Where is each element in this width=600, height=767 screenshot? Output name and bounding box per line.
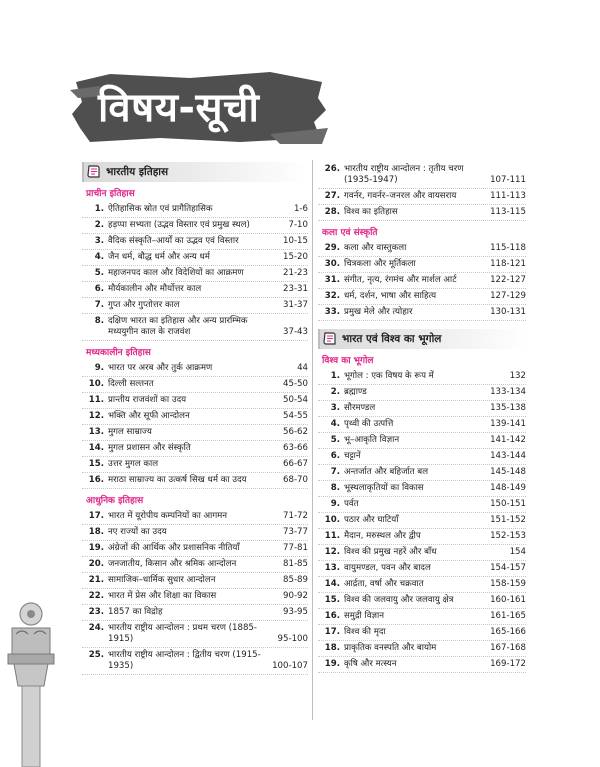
toc-entry[interactable] — [82, 573, 308, 589]
chapter-number: 18. — [324, 643, 340, 653]
chapter-number: 7. — [330, 467, 340, 477]
chapter-number: 10. — [88, 379, 104, 389]
page-range: 90-92 — [283, 591, 308, 601]
toc-entry[interactable] — [318, 369, 526, 385]
page-range: 139-141 — [490, 419, 526, 429]
chapter-title: गवर्नर, गवर्नर–जनरल और वायसराय — [344, 191, 457, 201]
page-range: 23-31 — [283, 284, 308, 294]
chapter-title: मैदान, मरुस्थल और द्वीप — [344, 531, 421, 541]
chapter-number: 19. — [324, 659, 340, 669]
toc-entry[interactable] — [82, 525, 308, 541]
chapter-title: सौरमण्डल — [344, 403, 376, 413]
chapter-title: संगीत, नृत्य, रंगमंच और मार्शल आर्ट — [344, 275, 457, 285]
chapter-title: भूगोल : एक विषय के रूप में — [344, 371, 434, 381]
page-range: 160-161 — [490, 595, 526, 605]
toc-entry[interactable] — [82, 605, 308, 621]
chapter-title: जनजातीय, किसान और श्रमिक आन्दोलन — [108, 559, 237, 569]
chapter-number: 17. — [324, 627, 340, 637]
toc-entry[interactable] — [82, 557, 308, 573]
chapter-number: 4. — [330, 419, 340, 429]
chapter-title: पठार और घाटियाँ — [344, 515, 399, 525]
chapter-number: 13. — [88, 427, 104, 437]
page-range: 118-121 — [490, 259, 526, 269]
chapter-title: ब्रह्माण्ड — [344, 387, 367, 397]
toc-entry[interactable] — [318, 513, 526, 529]
toc-entry[interactable] — [82, 361, 308, 377]
toc-entry[interactable] — [318, 529, 526, 545]
toc-entry[interactable] — [82, 298, 308, 314]
chapter-title: विश्व की मृदा — [344, 627, 386, 637]
chapter-number: 2. — [94, 220, 104, 230]
toc-entry[interactable] — [82, 509, 308, 525]
page-range: 161-165 — [490, 611, 526, 621]
page-range: 56-62 — [283, 427, 308, 437]
chapter-number: 29. — [324, 243, 340, 253]
chapter-number: 7. — [94, 300, 104, 310]
chapter-number: 32. — [324, 291, 340, 301]
page-range: 130-131 — [490, 307, 526, 317]
toc-entry[interactable] — [82, 648, 308, 675]
page-range: 73-77 — [283, 527, 308, 537]
chapter-number: 4. — [94, 252, 104, 262]
section-header-history — [82, 162, 308, 182]
chapter-title: ऐतिहासिक स्रोत एवं प्रागैतिहासिक — [108, 204, 213, 214]
chapter-number: 14. — [88, 443, 104, 453]
chapter-title: मौर्यकालीन और मौर्योत्तर काल — [108, 284, 202, 294]
page-range: 145-148 — [490, 467, 526, 477]
chapter-title: प्रान्तीय राजवंशों का उदय — [108, 395, 187, 405]
toc-entry[interactable] — [82, 393, 308, 409]
chapter-title: भारत पर अरब और तुर्क आक्रमण — [108, 363, 213, 373]
page-range: 111-113 — [490, 191, 526, 201]
chapter-number: 28. — [324, 207, 340, 217]
toc-entry[interactable] — [318, 497, 526, 513]
chapter-number: 1. — [330, 371, 340, 381]
chapter-number: 8. — [94, 316, 104, 326]
chapter-number: 5. — [94, 268, 104, 278]
subsection-heading: प्राचीन इतिहास — [86, 189, 135, 199]
page-range: 71-72 — [283, 511, 308, 521]
column-divider — [312, 160, 313, 720]
page-range: 154 — [509, 547, 526, 557]
page-range: 54-55 — [283, 411, 308, 421]
page-range: 165-166 — [490, 627, 526, 637]
chapter-title: भारत में यूरोपीय कम्पनियों का आगमन — [108, 511, 228, 521]
chapter-title: धर्म, दर्शन, भाषा और साहित्य — [344, 291, 437, 301]
chapter-title: सामाजिक–धार्मिक सुधार आन्दोलन — [108, 575, 216, 585]
toc-entry[interactable] — [82, 377, 308, 393]
scroll-book-icon — [86, 164, 102, 180]
title-banner — [70, 68, 330, 146]
page-range: 143-144 — [490, 451, 526, 461]
chapter-number: 33. — [324, 307, 340, 317]
chapter-title: भारतीय राष्ट्रीय आन्दोलन : तृतीय चरण (1935-1947) — [344, 164, 464, 185]
chapter-number: 6. — [94, 284, 104, 294]
page-range: 122-127 — [490, 275, 526, 285]
page-range: 150-151 — [490, 499, 526, 509]
page-range: 107-111 — [490, 175, 526, 185]
toc-entry[interactable] — [318, 257, 526, 273]
page-range: 100-107 — [272, 661, 308, 671]
chapter-title: हड़प्पा सभ्यता (उद्भव विस्तार एवं प्रमुख स्थल) — [108, 220, 250, 230]
chapter-title: प्राकृतिक वनस्पति और बायोम — [344, 643, 437, 653]
page-title: विषय-सूची — [98, 85, 260, 131]
chapter-title: भू–आकृति विज्ञान — [344, 435, 400, 445]
chapter-title: प्रमुख मेले और त्योहार — [344, 307, 413, 317]
toc-entry[interactable] — [82, 473, 308, 489]
chapter-title: मराठा साम्राज्य का उत्कर्ष सिख धर्म का उदय — [108, 475, 247, 485]
chapter-number: 9. — [94, 363, 104, 373]
chapter-number: 15. — [88, 459, 104, 469]
toc-entry[interactable] — [318, 305, 526, 321]
chapter-number: 21. — [88, 575, 104, 585]
chapter-number: 1. — [94, 204, 104, 214]
page-range: 66-67 — [283, 459, 308, 469]
chapter-title: मुगल प्रशासन और संस्कृति — [108, 443, 191, 453]
chapter-title: आर्द्रता, वर्षा और चक्रवात — [344, 579, 424, 589]
toc-entry[interactable] — [318, 577, 526, 593]
page-range: 45-50 — [283, 379, 308, 389]
chapter-number: 2. — [330, 387, 340, 397]
toc-entry[interactable] — [82, 250, 308, 266]
chapter-number: 18. — [88, 527, 104, 537]
page-range: 81-85 — [283, 559, 308, 569]
page-range: 132 — [509, 371, 526, 381]
toc-entry[interactable] — [82, 314, 308, 341]
chapter-number: 24. — [88, 623, 104, 633]
chapter-number: 13. — [324, 563, 340, 573]
chapter-title: विश्व का इतिहास — [344, 207, 398, 217]
toc-entry[interactable] — [82, 589, 308, 605]
page-range: 154-157 — [490, 563, 526, 573]
toc-entry[interactable] — [318, 561, 526, 577]
toc-entry[interactable] — [318, 385, 526, 401]
chapter-number: 12. — [324, 547, 340, 557]
section-header-geography — [318, 329, 526, 349]
chapter-title: कृषि और मत्स्यन — [344, 659, 397, 669]
chapter-title: पृथ्वी की उत्पत्ति — [344, 419, 394, 429]
toc-entry[interactable] — [318, 241, 526, 257]
section-title: भारत एवं विश्व का भूगोल — [342, 333, 442, 345]
page-range: 141-142 — [490, 435, 526, 445]
ashoka-pillar-icon — [0, 600, 62, 767]
chapter-title: भक्ति और सूफी आन्दोलन — [108, 411, 190, 421]
toc-entry[interactable] — [82, 441, 308, 457]
subsection-heading: मध्यकालीन इतिहास — [86, 348, 151, 358]
chapter-title: समुद्री विज्ञान — [344, 611, 384, 621]
chapter-title: मुगल साम्राज्य — [108, 427, 152, 437]
toc-entry[interactable] — [318, 481, 526, 497]
chapter-title: वैदिक संस्कृति–आर्यों का उद्भव एवं विस्तार — [108, 236, 239, 246]
chapter-title: भूस्थलाकृतियों का विकास — [344, 483, 424, 493]
chapter-title: चित्रकला और मूर्तिकला — [344, 259, 416, 269]
chapter-title: भारतीय राष्ट्रीय आन्दोलन : प्रथम चरण (1885-1915) — [108, 623, 257, 644]
toc-entry[interactable] — [318, 189, 526, 205]
chapter-title: विश्व की जलवायु और जलवायु क्षेत्र — [344, 595, 454, 605]
toc-entry[interactable] — [318, 401, 526, 417]
chapter-number: 27. — [324, 191, 340, 201]
chapter-title: कला और वास्तुकला — [344, 243, 407, 253]
page-range: 167-168 — [490, 643, 526, 653]
page-range: 21-23 — [283, 268, 308, 278]
chapter-number: 14. — [324, 579, 340, 589]
page-range: 63-66 — [283, 443, 308, 453]
chapter-title: गुप्त और गुप्तोत्तर काल — [108, 300, 180, 310]
toc-entry[interactable] — [318, 545, 526, 561]
page-range: 113-115 — [490, 207, 526, 217]
toc-entry[interactable] — [82, 409, 308, 425]
page-range: 151-152 — [490, 515, 526, 525]
page-range: 93-95 — [283, 607, 308, 617]
chapter-number: 20. — [88, 559, 104, 569]
page-range: 37-43 — [283, 327, 308, 337]
page-range: 169-172 — [490, 659, 526, 669]
chapter-number: 22. — [88, 591, 104, 601]
chapter-number: 30. — [324, 259, 340, 269]
chapter-number: 16. — [88, 475, 104, 485]
page-range: 77-81 — [283, 543, 308, 553]
toc-entry[interactable] — [318, 162, 526, 189]
toc-entry[interactable] — [82, 202, 308, 218]
chapter-number: 5. — [330, 435, 340, 445]
toc-entry[interactable] — [82, 425, 308, 441]
chapter-title: विश्व की प्रमुख नहरें और बाँध — [344, 547, 437, 557]
chapter-number: 26. — [324, 164, 340, 174]
chapter-number: 8. — [330, 483, 340, 493]
subsection-heading: विश्व का भूगोल — [322, 356, 374, 366]
chapter-number: 6. — [330, 451, 340, 461]
toc-entry[interactable] — [318, 205, 526, 221]
toc-entry[interactable] — [318, 465, 526, 481]
chapter-title: अन्तर्जात और बहिर्जात बल — [344, 467, 429, 477]
toc-entry[interactable] — [318, 657, 526, 673]
chapter-title: दक्षिण भारत का इतिहास और अन्य प्रारम्भिक मध्ययुगीन काल के राजवंश — [108, 316, 248, 337]
page-range: 115-118 — [490, 243, 526, 253]
page-range: 135-138 — [490, 403, 526, 413]
toc-entry[interactable] — [318, 289, 526, 305]
page-range: 50-54 — [283, 395, 308, 405]
chapter-title: दिल्ली सल्तनत — [108, 379, 154, 389]
chapter-title: अंग्रेजों की आर्थिक और प्रशासनिक नीतियाँ — [108, 543, 240, 553]
right-column — [318, 162, 526, 673]
toc-entry[interactable] — [318, 449, 526, 465]
page-range: 1-6 — [293, 204, 308, 214]
page-range: 85-89 — [283, 575, 308, 585]
chapter-title: चट्टानें — [344, 451, 361, 461]
page-range: 10-15 — [283, 236, 308, 246]
chapter-title: भारतीय राष्ट्रीय आन्दोलन : द्वितीय चरण (1915-1935) — [108, 650, 261, 671]
toc-entry[interactable] — [318, 641, 526, 657]
page-range: 152-153 — [490, 531, 526, 541]
chapter-title: उत्तर मुगल काल — [108, 459, 159, 469]
scroll-book-icon — [322, 331, 338, 347]
page-range: 68-70 — [283, 475, 308, 485]
toc-entry[interactable] — [318, 433, 526, 449]
toc-entry[interactable] — [82, 282, 308, 298]
toc-entry[interactable] — [318, 273, 526, 289]
chapter-number: 17. — [88, 511, 104, 521]
chapter-number: 19. — [88, 543, 104, 553]
page-range: 158-159 — [490, 579, 526, 589]
page-range: 44 — [297, 363, 308, 373]
chapter-title: 1857 का विद्रोह — [108, 607, 163, 617]
page-range: 95-100 — [277, 634, 308, 644]
page-range: 31-37 — [283, 300, 308, 310]
toc-entry[interactable] — [82, 218, 308, 234]
chapter-title: वायुमण्डल, पवन और बादल — [344, 563, 431, 573]
section-title: भारतीय इतिहास — [106, 166, 169, 178]
chapter-number: 12. — [88, 411, 104, 421]
subsection-heading: आधुनिक इतिहास — [86, 496, 144, 506]
chapter-title: महाजनपद काल और विदेशियों का आक्रमण — [108, 268, 244, 278]
toc-entry[interactable] — [82, 621, 308, 648]
chapter-title: नए राज्यों का उदय — [108, 527, 167, 537]
chapter-number: 23. — [88, 607, 104, 617]
page-range: 7-10 — [288, 220, 308, 230]
toc-entry[interactable] — [82, 266, 308, 282]
chapter-number: 3. — [330, 403, 340, 413]
chapter-number: 11. — [324, 531, 340, 541]
chapter-number: 16. — [324, 611, 340, 621]
chapter-number: 15. — [324, 595, 340, 605]
toc-entry[interactable] — [82, 234, 308, 250]
chapter-number: 31. — [324, 275, 340, 285]
toc-entry[interactable] — [82, 457, 308, 473]
page-range: 148-149 — [490, 483, 526, 493]
toc-entry[interactable] — [318, 593, 526, 609]
page-range: 133-134 — [490, 387, 526, 397]
toc-entry[interactable] — [318, 417, 526, 433]
chapter-number: 11. — [88, 395, 104, 405]
chapter-number: 9. — [330, 499, 340, 509]
chapter-title: भारत में प्रेस और शिक्षा का विकास — [108, 591, 217, 601]
chapter-number: 3. — [94, 236, 104, 246]
left-column — [82, 162, 308, 675]
subsection-heading: कला एवं संस्कृति — [322, 228, 378, 238]
chapter-number: 25. — [88, 650, 104, 660]
toc-entry[interactable] — [82, 541, 308, 557]
page-range: 127-129 — [490, 291, 526, 301]
chapter-title: जैन धर्म, बौद्ध धर्म और अन्य धर्म — [108, 252, 210, 262]
toc-entry[interactable] — [318, 609, 526, 625]
page-range: 15-20 — [283, 252, 308, 262]
chapter-number: 10. — [324, 515, 340, 525]
chapter-title: पर्वत — [344, 499, 359, 509]
toc-entry[interactable] — [318, 625, 526, 641]
